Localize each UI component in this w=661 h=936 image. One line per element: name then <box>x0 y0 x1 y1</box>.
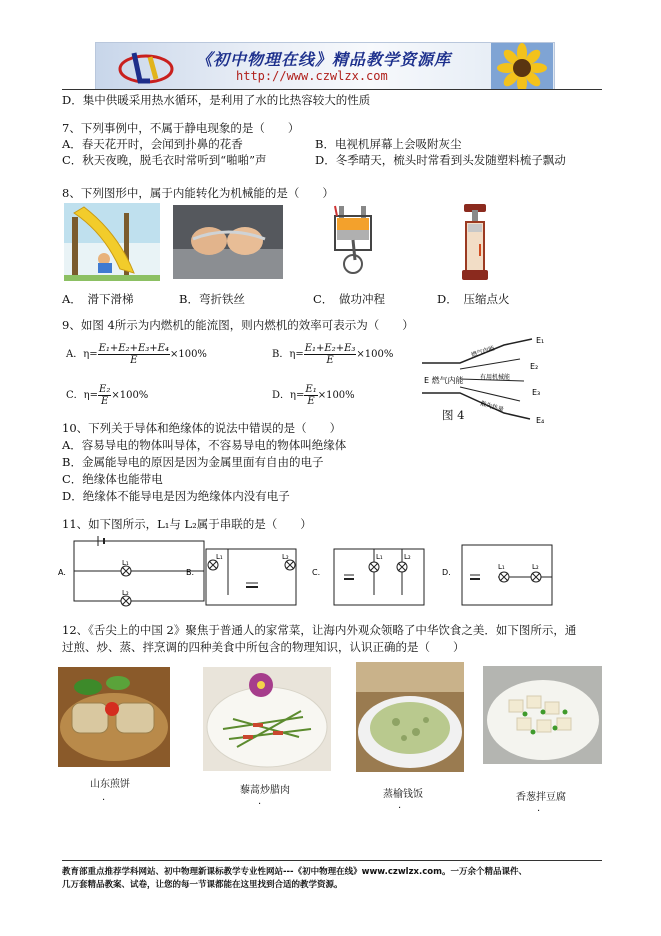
flow-branch-1: 燃气内能 <box>470 344 496 359</box>
caption-tofu: 香葱拌豆腐 <box>516 792 566 803</box>
q10-option-b: B．金属能导电的原因是因为金属里面有自由的电子 <box>62 455 324 469</box>
caption-artemisia: 藜蒿炒腊肉 <box>240 785 290 796</box>
q8-option-a: A． 滑下滑梯 <box>62 292 134 306</box>
footer-line-2: 几万套精品教案、试卷，让您的每一节课都能在这里找到合适的教学资源。 <box>62 880 343 890</box>
q9-c-label: C．η= <box>66 390 99 401</box>
q9-stem: 9、如图 4所示为内燃机的能流图，则内燃机的效率可表示为（ ） <box>62 318 414 332</box>
q8-stem: 8、下列图形中，属于内能转化为机械能的是（ ） <box>62 186 334 200</box>
header-rule <box>62 89 602 90</box>
q9-d-num: E₁ <box>305 384 317 395</box>
flow-source-label: E 燃气内能 <box>424 376 464 385</box>
figure-4-label: 图 4 <box>442 408 465 422</box>
circuit-c-l2: L₂ <box>404 553 411 561</box>
caption-elm-rice: 蒸榆钱饭 <box>383 789 423 800</box>
circuit-b-label: B. <box>186 568 195 577</box>
q9-c-times: ×100% <box>111 390 149 401</box>
q7-option-a: A．春天花开时，会闻到扑鼻的花香 <box>62 137 243 151</box>
artemisia-pork-image <box>203 667 331 771</box>
q9-b-label: B．η= <box>272 349 304 360</box>
flow-branch-2: 有用机械能 <box>480 374 511 381</box>
q10-option-a: A．容易导电的物体叫导体，不容易导电的物体叫绝缘体 <box>62 438 347 452</box>
flow-branch-3: 散失热量 <box>479 400 505 414</box>
flow-e1: E₁ <box>536 336 545 345</box>
flow-e4: E₄ <box>536 416 545 425</box>
footer <box>62 866 602 892</box>
q9-option-a <box>66 342 207 368</box>
q9-b-den: E <box>326 355 334 366</box>
banner-url: http://www.czwlzx.com <box>236 69 388 83</box>
q9-option-c <box>66 383 148 409</box>
circuit-d-label: D. <box>442 568 451 577</box>
q9-b-times: ×100% <box>356 349 394 360</box>
caption-artemisia-dot: . <box>258 796 262 807</box>
circuit-c-label: C. <box>312 568 321 577</box>
q9-b-num: E₁+E₂+E₃ <box>304 343 356 354</box>
q7-option-c: C．秋天夜晚，脱毛衣时常听到“啪啪”声 <box>62 153 267 167</box>
q8-option-d: D． 压缩点火 <box>437 292 510 306</box>
q10-option-c: C．绝缘体也能带电 <box>62 472 163 486</box>
q9-c-den: E <box>101 396 109 407</box>
q9-a-den: E <box>130 355 138 366</box>
shandong-pancake-image <box>58 667 170 767</box>
circuit-a-label: A. <box>58 568 66 577</box>
circuit-d-l1: L₁ <box>498 563 505 571</box>
caption-elm-rice-dot: . <box>398 800 402 811</box>
bend-wire-image <box>173 205 283 279</box>
q9-a-times: ×100% <box>169 349 207 360</box>
caption-tofu-dot: . <box>537 803 541 814</box>
q12-stem-2: 过煎、炒、蒸、拌烹调的四种美食中所包含的物理知识，认识正确的是（ ） <box>62 640 465 654</box>
footer-line-1: 教育部重点推荐学科网站、初中物理新课标教学专业性网站---《初中物理在线》www.czwlzx.com。一万余个精品课件、 <box>62 867 527 877</box>
scallion-tofu-image <box>483 666 602 764</box>
q7-stem: 7、下列事例中，不属于静电现象的是（ ） <box>62 121 300 135</box>
q11-stem: 11、如下图所示，L₁与 L₂属于串联的是（ ） <box>62 517 312 531</box>
circuit-a-l2: L₂ <box>122 589 129 597</box>
caption-pancake-dot: . <box>102 792 106 803</box>
circuit-d-l2: L₂ <box>532 563 539 571</box>
circuit-d <box>442 545 552 605</box>
engine-stroke-image <box>325 204 381 280</box>
q8-option-c: C． 做功冲程 <box>313 292 386 306</box>
q9-c-num: E₂ <box>99 384 111 395</box>
q6-option-d: D．集中供暖采用热水循环，是利用了水的比热容较大的性质 <box>62 93 371 107</box>
flow-e2: E₂ <box>530 362 539 371</box>
footer-rule <box>62 860 602 861</box>
q9-option-b <box>272 342 393 368</box>
sunflower-icon <box>491 43 553 89</box>
circuit-c <box>312 549 424 605</box>
caption-pancake: 山东煎饼 <box>90 779 130 790</box>
q7-option-d: D．冬季晴天，梳头时常看到头发随塑料梳子飘动 <box>315 153 566 167</box>
q7-option-b: B．电视机屏幕上会吸附灰尘 <box>315 137 462 151</box>
q10-option-d: D．绝缘体不能导电是因为绝缘体内没有电子 <box>62 489 290 503</box>
q10-stem: 10、下列关于导体和绝缘体的说法中错误的是（ ） <box>62 421 342 435</box>
logo-icon <box>116 47 176 87</box>
q9-a-label: A．η= <box>66 349 98 360</box>
q9-a-num: E₁+E₂+E₃+E₄ <box>98 343 169 354</box>
q9-d-den: E <box>307 396 315 407</box>
elm-rice-image <box>356 662 464 772</box>
slide-image <box>64 203 160 281</box>
circuit-a <box>58 536 204 606</box>
q8-option-b: B．弯折铁丝 <box>179 292 245 306</box>
energy-flow-diagram <box>420 335 550 425</box>
q9-d-label: D．η= <box>272 390 305 401</box>
q12-stem-1: 12、《舌尖上的中国 2》聚焦于普通人的家常菜，让海内外观众领略了中华饮食之美．如下图所示，通 <box>62 623 577 637</box>
q9-d-times: ×100% <box>317 390 355 401</box>
q9-option-d <box>272 383 355 409</box>
circuit-c-l1: L₁ <box>376 553 383 561</box>
banner-title: 《初中物理在线》精品教学资源库 <box>196 50 452 69</box>
flow-e3: E₃ <box>532 388 541 397</box>
circuit-b-l1: L₁ <box>216 553 223 561</box>
circuit-b-l2: L₂ <box>282 553 289 561</box>
circuit-a-l1: L₁ <box>122 559 129 567</box>
compress-ignite-image <box>450 204 500 282</box>
circuit-diagrams <box>58 535 578 613</box>
circuit-b <box>186 549 296 605</box>
header-banner <box>95 42 555 90</box>
